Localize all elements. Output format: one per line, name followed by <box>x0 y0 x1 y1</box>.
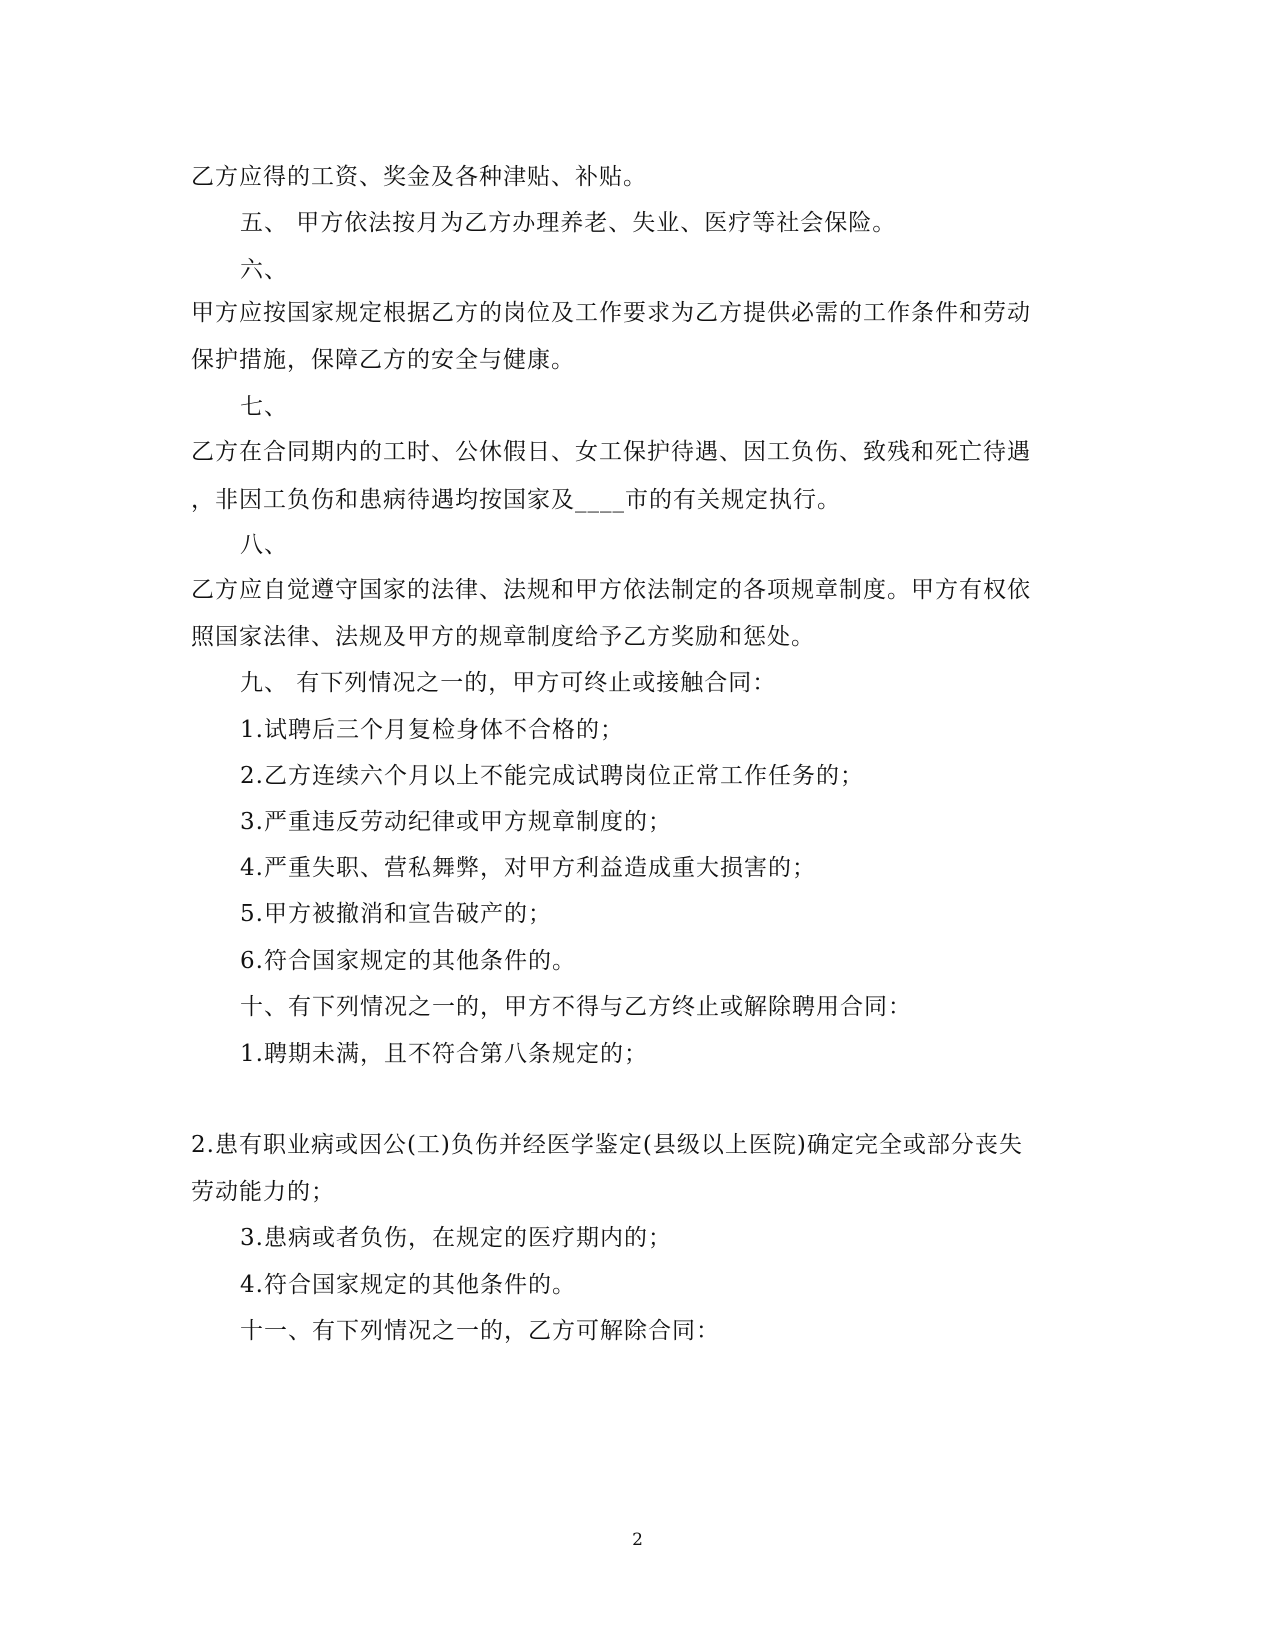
list-item: 4.严重失职、营私舞弊，对甲方利益造成重大损害的； <box>240 855 816 881</box>
list-item: 3.严重违反劳动纪律或甲方规章制度的； <box>240 809 672 835</box>
paragraph-line: 保护措施，保障乙方的安全与健康。 <box>191 347 575 373</box>
paragraph-line: 十、有下列情况之一的，甲方不得与乙方终止或解除聘用合同： <box>240 994 912 1020</box>
page-number: 2 <box>632 1530 643 1550</box>
paragraph-line: 五、 甲方依法按月为乙方办理养老、失业、医疗等社会保险。 <box>240 210 897 236</box>
paragraph-line: 八、 <box>240 532 288 558</box>
paragraph-line: 乙方在合同期内的工时、公休假日、女工保护待遇、因工负伤、致残和死亡待遇 <box>191 439 1031 465</box>
list-item: 5.甲方被撤消和宣告破产的； <box>240 901 552 927</box>
list-item: 1.试聘后三个月复检身体不合格的； <box>240 717 624 743</box>
list-item: 4.符合国家规定的其他条件的。 <box>240 1272 576 1298</box>
paragraph-line: 乙方应得的工资、奖金及各种津贴、补贴。 <box>191 164 647 190</box>
paragraph-line: 乙方应自觉遵守国家的法律、法规和甲方依法制定的各项规章制度。甲方有权依 <box>191 577 1031 603</box>
paragraph-line: ，非因工负伤和患病待遇均按国家及____市的有关规定执行。 <box>191 487 841 513</box>
list-item: 3.患病或者负伤，在规定的医疗期内的； <box>240 1225 672 1251</box>
paragraph-line: 甲方应按国家规定根据乙方的岗位及工作要求为乙方提供必需的工作条件和劳动 <box>191 300 1031 326</box>
paragraph-line: 九、 有下列情况之一的，甲方可终止或接触合同： <box>240 670 777 696</box>
list-item: 6.符合国家规定的其他条件的。 <box>240 948 576 974</box>
paragraph-line: 十一、有下列情况之一的，乙方可解除合同： <box>240 1318 720 1344</box>
paragraph-line: 照国家法律、法规及甲方的规章制度给予乙方奖励和惩处。 <box>191 624 815 650</box>
list-item: 劳动能力的； <box>191 1179 335 1205</box>
list-item: 2.乙方连续六个月以上不能完成试聘岗位正常工作任务的； <box>240 763 864 789</box>
paragraph-line: 六、 <box>240 257 288 283</box>
list-item: 2.患有职业病或因公(工)负伤并经医学鉴定(县级以上医院)确定完全或部分丧失 <box>191 1132 1023 1158</box>
list-item: 1.聘期未满，且不符合第八条规定的； <box>240 1041 648 1067</box>
paragraph-line: 七、 <box>240 394 288 420</box>
